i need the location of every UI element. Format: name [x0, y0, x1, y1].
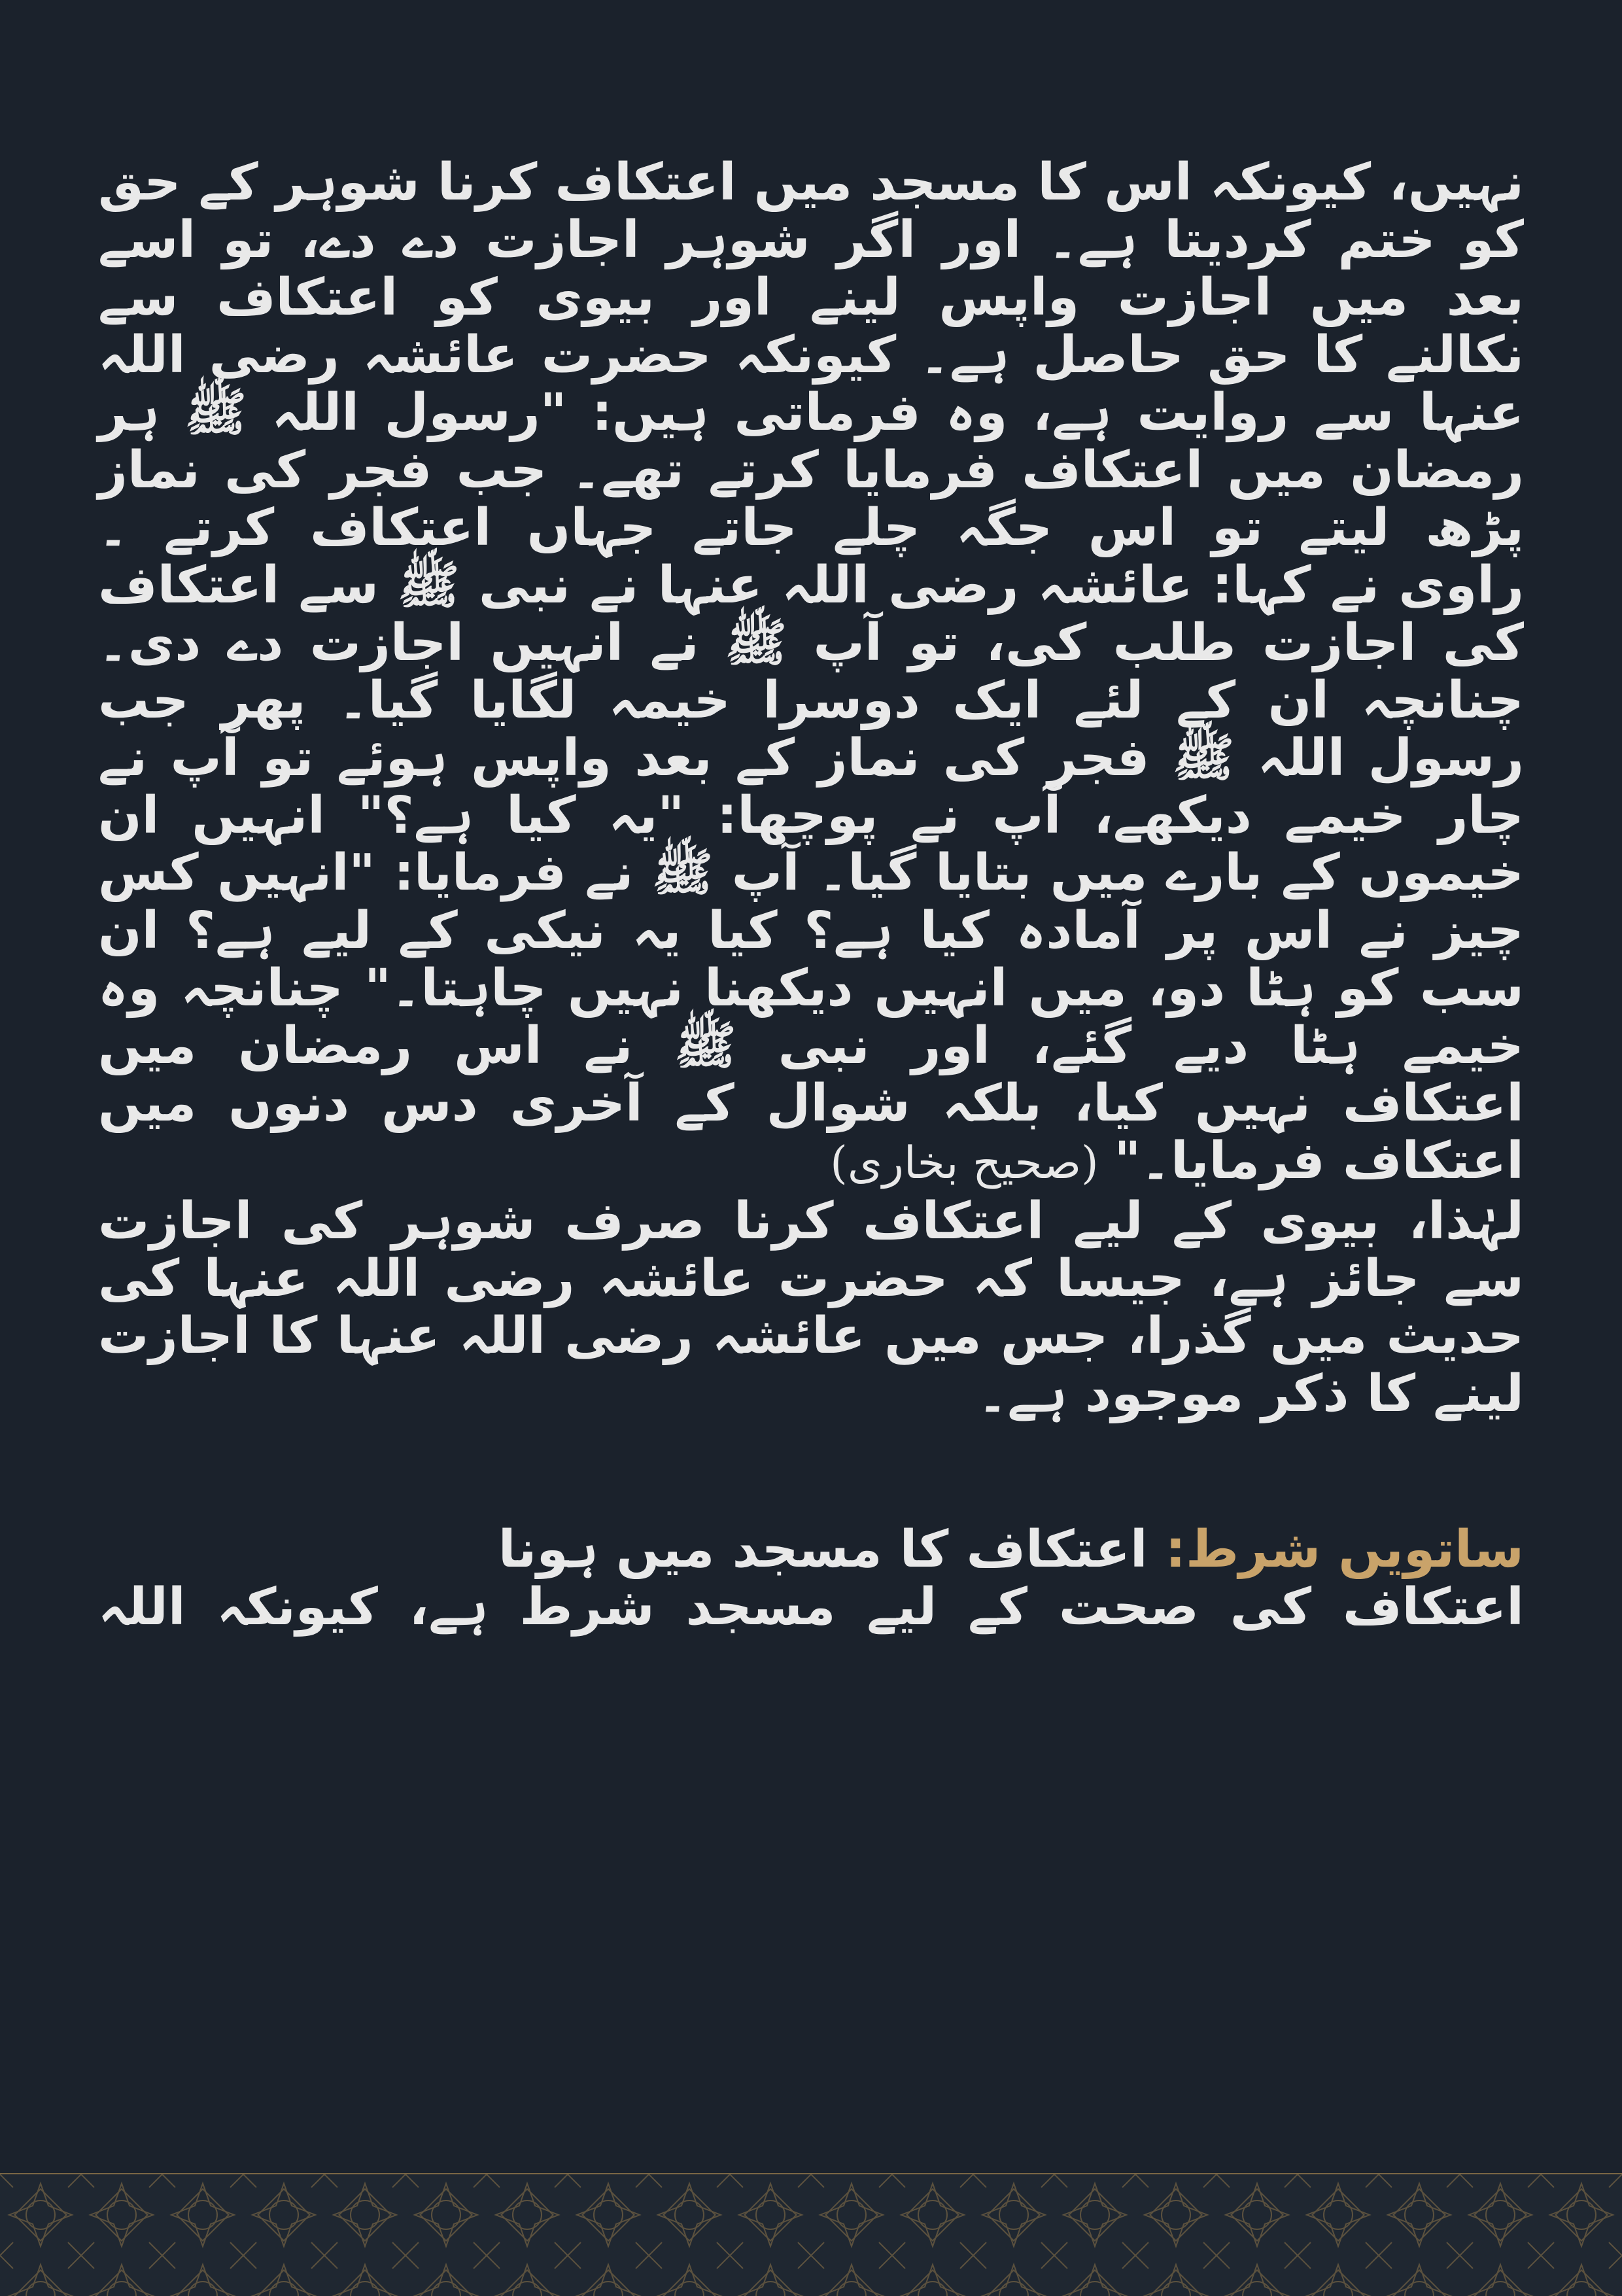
paragraph-conclusion	[98, 1192, 1524, 1423]
text-line: نکالنے کا حق حاصل ہے۔ کیونکہ حضرت عائشہ رضی اللہ	[98, 326, 1524, 385]
section-heading	[98, 1521, 1524, 1578]
text-line: لہٰذا، بیوی کے لیے اعتکاف کرنا صرف شوہر کی اجازت	[98, 1192, 1524, 1251]
heading-label: ساتویں شرط:	[1165, 1520, 1524, 1579]
text-line: سب کو ہٹا دو، میں انہیں دیکھنا نہیں چاہتا۔" چنانچہ وہ	[98, 959, 1524, 1018]
heading-text: اعتکاف کا مسجد میں ہونا	[498, 1520, 1148, 1579]
geometric-pattern-icon	[0, 2174, 1622, 2296]
last-line-text: اعتکاف فرمایا۔"	[1114, 1132, 1524, 1191]
text-line: نہیں، کیونکہ اس کا مسجد میں اعتکاف کرنا شوہر کے حق	[98, 153, 1524, 212]
text-line: پڑھ لیتے تو اس جگہ چلے جاتے جہاں اعتکاف کرتے ۔	[98, 498, 1524, 557]
paragraph-hadith	[98, 154, 1524, 1192]
text-line: کو ختم کردیتا ہے۔ اور اگر شوہر اجازت دے دے، تو اسے	[98, 211, 1524, 270]
text-line: رسول اللہ ﷺ فجر کی نماز کے بعد واپس ہوئے تو آپ نے	[98, 729, 1524, 788]
text-line: چنانچہ ان کے لئے ایک دوسرا خیمہ لگایا گیا۔ پھر جب	[98, 671, 1524, 730]
text-line: اعتکاف کی صحت کے لیے مسجد شرط ہے، کیونکہ اللہ	[98, 1578, 1524, 1637]
text-line: عنہا سے روایت ہے، وہ فرماتی ہیں: "رسول اللہ ﷺ ہر	[98, 383, 1524, 442]
text-line: سے جائز ہے، جیسا کہ حضرت عائشہ رضی اللہ عنہا کی	[98, 1249, 1524, 1308]
text-line-last	[98, 1132, 1524, 1192]
text-line: رمضان میں اعتکاف فرمایا کرتے تھے۔ جب فجر کی نماز	[98, 441, 1524, 500]
text-line: خیموں کے بارے میں بتایا گیا۔ آپ ﷺ نے فرمایا: "انہیں کس	[98, 844, 1524, 902]
text-line-last: لینے کا ذکر موجود ہے۔	[977, 1365, 1524, 1423]
text-line: راوی نے کہا: عائشہ رضی اللہ عنہا نے نبی ﷺ سے اعتکاف	[98, 556, 1524, 615]
section-spacer	[98, 1423, 1524, 1521]
text-line: حدیث میں گذرا، جس میں عائشہ رضی اللہ عنہا کا اجازت	[98, 1307, 1524, 1365]
text-line: کی اجازت طلب کی، تو آپ ﷺ نے انہیں اجازت دے دی۔	[98, 614, 1524, 672]
text-line: چیز نے اس پر آمادہ کیا ہے؟ کیا یہ نیکی کے لیے ہے؟ ان	[98, 901, 1524, 960]
footer-pattern-border	[0, 2173, 1622, 2296]
paragraph-seventh-condition	[98, 1578, 1524, 1636]
document-content	[98, 154, 1524, 1636]
text-line: بعد میں اجازت واپس لینے اور بیوی کو اعتکاف سے	[98, 268, 1524, 327]
text-line: چار خیمے دیکھے، آپ نے پوچھا: "یہ کیا ہے؟" انہیں ان	[98, 786, 1524, 845]
text-line: اعتکاف نہیں کیا، بلکہ شوال کے آخری دس دنوں میں	[98, 1074, 1524, 1133]
text-line: خیمے ہٹا دیے گئے، اور نبی ﷺ نے اس رمضان میں	[98, 1017, 1524, 1075]
citation-sahih-bukhari: (صحیح بخاری)	[830, 1138, 1099, 1189]
